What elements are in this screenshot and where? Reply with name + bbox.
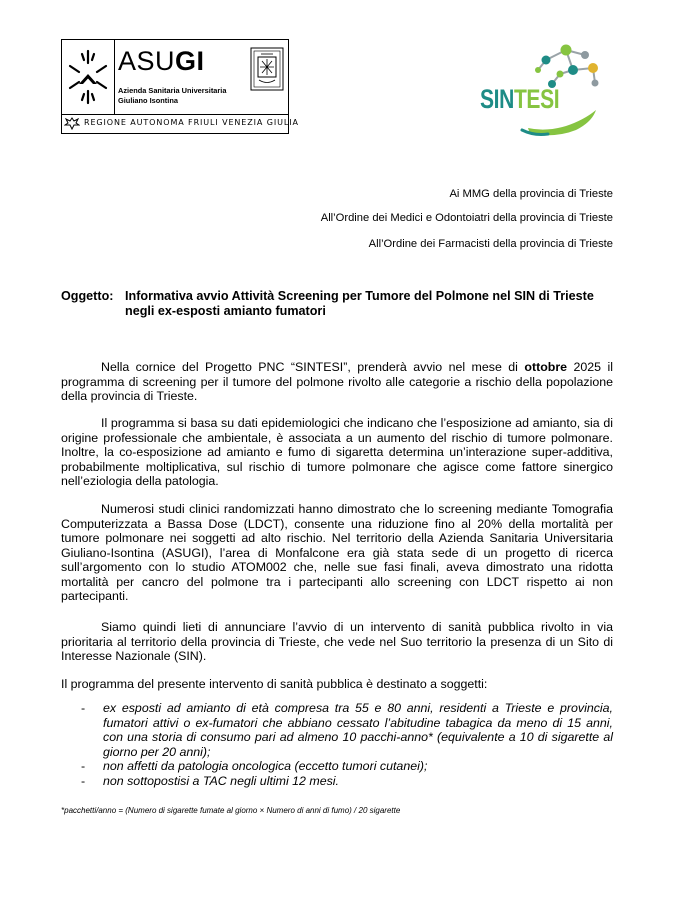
asugi-emblem-icon <box>62 40 115 114</box>
asugi-wordmark-bold: GI <box>175 46 205 76</box>
list-bullet: - <box>81 759 86 773</box>
asugi-logo-header <box>62 40 288 115</box>
recipient-1: Ai MMG della provincia di Trieste <box>449 188 613 200</box>
asugi-logo <box>61 39 299 134</box>
list-item <box>61 759 613 774</box>
region-banner <box>62 114 299 133</box>
asugi-subtitle-line1: Azienda Sanitaria Universitaria <box>118 86 227 95</box>
list-item <box>61 701 613 759</box>
region-eagle-icon <box>64 116 80 131</box>
paragraph-1-start: Nella cornice del Progetto PNC “SINTESI”, prenderà avvio nel mese di <box>101 360 525 374</box>
sintesi-logo <box>478 38 604 138</box>
recipient-3: All’Ordine dei Farmacisti della provincia di Trieste <box>368 238 613 250</box>
sintesi-wordmark-part1: SIN <box>480 84 514 114</box>
paragraph-4-text: Siamo quindi lieti di annunciare l’avvio di un intervento di sanità pubblica rivolto in via prioritaria al territorio della provincia di Trieste, che vede nel Suo territorio la presenza di un Sito di Interesse Nazionale (SIN). <box>61 620 613 663</box>
paragraph-3-text: Numerosi studi clinici randomizzati hanno dimostrato che lo screening mediante Tomografia Computerizzata a Bassa Dose (LDCT), consente una riduzione fino al 20% della mortalità per tumore polmonare nei soggetti ad alto rischio. Nel territorio della Azienda Sanitaria Universitaria Giuliano-Isontina (ASUGI), l’area di Monfalcone era già stata sede di un progetto di ricerca sull’argomento con lo studio ATOM002 che, nelle sue fasi finali, aveva dimostrato una ridotta mortalità per cancro del polmone tra i partecipanti allo screening con LDCT rispetto ai non partecipanti. <box>61 502 613 603</box>
sintesi-wordmark-part2: TESI <box>513 84 560 114</box>
paragraph-3 <box>61 502 613 604</box>
list-item <box>61 774 613 789</box>
paragraph-1 <box>61 360 613 404</box>
footnote: *pacchetti/anno = (Numero di sigarette fumate al giorno × Numero di anni di fumo) / 20 sigarette <box>61 806 401 815</box>
university-seal-icon <box>250 47 284 91</box>
subject-text: Informativa avvio Attività Screening per Tumore del Polmone nel SIN di Trieste negli ex-esposti amianto fumatori <box>125 289 594 318</box>
paragraph-1-end: 2025 il programma di screening per il tumore del polmone rivolto alle categorie a rischio della popolazione della provincia di Trieste. <box>61 360 613 403</box>
criterion-1: ex esposti ad amianto di età compresa tra 55 e 80 anni, residenti a Trieste e provincia, fumatori attivi o ex-fumatori che abbiano cessato l’abitudine tabagica da meno di 15 anni, con una storia di consumo pari ad almeno 10 pacchi-anno* (equivalente a 10 di sigarette al giorno per 20 anni); <box>103 701 613 759</box>
region-label: REGIONE AUTONOMA FRIULI VENEZIA GIULIA <box>84 118 299 127</box>
recipient-2: All’Ordine dei Medici e Odontoiatri della provincia di Trieste <box>320 212 613 224</box>
paragraph-4 <box>61 620 613 664</box>
list-bullet: - <box>81 773 86 788</box>
asugi-subtitle-line2: Giuliano Isontina <box>118 96 178 105</box>
criteria-list <box>61 701 613 788</box>
asugi-wordmark <box>118 46 205 77</box>
paragraph-2-text: Il programma si basa su dati epidemiologici che indicano che l’esposizione ad amianto, sia di origine professionale che ambientale, è associata a un aumento del rischio di tumore polmonare. Inoltre, la co-esposizione ad amianto e fumo di sigaretta determina un’interazione super-additiva, probabilmente moltiplicativa, sul rischio di tumore polmonare che agisce come fattore sinergico nell’eziologia della patologia. <box>61 416 613 488</box>
subject-label: Oggetto: <box>61 289 114 303</box>
criterion-3: non sottopostisi a TAC negli ultimi 12 mesi. <box>103 773 339 788</box>
paragraph-2 <box>61 416 613 489</box>
paragraph-5: Il programma del presente intervento di sanità pubblica è destinato a soggetti: <box>61 677 488 691</box>
paragraph-1-month: ottobre <box>524 360 568 374</box>
asugi-wordmark-regular: ASU <box>118 46 176 76</box>
sintesi-wordmark <box>480 84 559 115</box>
criterion-2: non affetti da patologia oncologica (eccetto tumori cutanei); <box>103 759 428 773</box>
list-bullet: - <box>81 701 86 715</box>
